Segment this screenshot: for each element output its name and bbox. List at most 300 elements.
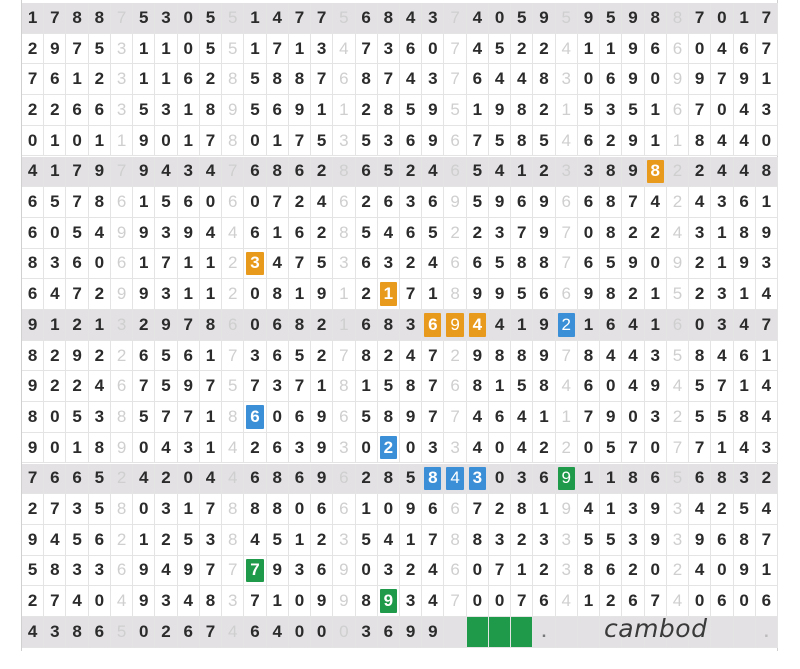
grid-cell: 3 (111, 310, 133, 341)
grid-cell: 4 (667, 586, 689, 617)
grid-cell: 1 (44, 310, 66, 341)
grid-cell: 5 (533, 126, 555, 157)
grid-cell: 3 (378, 126, 400, 157)
grid-cell: 7 (200, 617, 222, 648)
grid-cell: 4 (489, 310, 511, 341)
grid-cell: 3 (711, 187, 733, 218)
grid-cell: 9 (622, 157, 644, 188)
grid-cell: 4 (756, 494, 778, 525)
grid-cell: 6 (689, 464, 711, 495)
grid-cell: 2 (66, 371, 88, 402)
grid-cell: 1 (600, 464, 622, 495)
grid-cell: 7 (667, 433, 689, 464)
grid-cell: 6 (22, 279, 44, 310)
highlighted-digit: 9 (558, 467, 575, 491)
grid-cell: 4 (267, 3, 289, 34)
grid-cell: 6 (267, 95, 289, 126)
grid-cell: 3 (756, 95, 778, 126)
grid-cell: 3 (155, 279, 177, 310)
highlighted-digit: 2 (380, 436, 397, 460)
grid-cell: 0 (178, 3, 200, 34)
grid-cell: 6 (467, 64, 489, 95)
grid-cell: 1 (244, 34, 266, 65)
grid-cell: 8 (222, 525, 244, 556)
grid-cell: 7 (333, 341, 355, 372)
grid-cell: 0 (200, 187, 222, 218)
grid-cell: 5 (178, 525, 200, 556)
grid-cell: 8 (533, 249, 555, 280)
grid-cell (444, 310, 466, 341)
grid-cell: 6 (667, 310, 689, 341)
grid-cell: 5 (133, 3, 155, 34)
grid-cell: 7 (66, 279, 88, 310)
grid-cell: 3 (533, 525, 555, 556)
grid-cell: 6 (178, 617, 200, 648)
grid-cell: 4 (645, 187, 667, 218)
grid-cell: 1 (133, 64, 155, 95)
grid-cell: 6 (289, 157, 311, 188)
grid-cell: 3 (89, 402, 111, 433)
grid-cell: 8 (378, 402, 400, 433)
grid-cell: 0 (689, 586, 711, 617)
grid-cell: 8 (667, 3, 689, 34)
grid-cell: 7 (200, 371, 222, 402)
grid-cell: 6 (578, 126, 600, 157)
grid-cell: 2 (756, 464, 778, 495)
grid-cell: 6 (244, 617, 266, 648)
grid-cell: 0 (22, 126, 44, 157)
grid-cell: 8 (89, 187, 111, 218)
grid-cell: 4 (422, 586, 444, 617)
grid-cell: 9 (422, 617, 444, 648)
grid-cell: 1 (645, 310, 667, 341)
grid-cell: 2 (689, 249, 711, 280)
grid-cell: 7 (267, 187, 289, 218)
grid-cell: 8 (467, 525, 489, 556)
grid-cell: 4 (467, 402, 489, 433)
grid-cell: 0 (645, 64, 667, 95)
grid-cell: 5 (356, 126, 378, 157)
grid-cell: 6 (178, 64, 200, 95)
grid-cell: 1 (66, 64, 88, 95)
grid-cell: 4 (222, 218, 244, 249)
grid-cell: 3 (333, 525, 355, 556)
grid-cell: 0 (711, 95, 733, 126)
grid-cell: 0 (378, 494, 400, 525)
grid-cell: 4 (734, 95, 756, 126)
grid-cell: 9 (578, 3, 600, 34)
grid-cell: 2 (89, 279, 111, 310)
grid-cell: 0 (289, 494, 311, 525)
grid-cell: 2 (44, 95, 66, 126)
grid-cell: 0 (133, 433, 155, 464)
grid-cell: 3 (333, 126, 355, 157)
grid-cell: 4 (511, 402, 533, 433)
number-grid-board (22, 3, 778, 648)
grid-cell: 9 (22, 525, 44, 556)
grid-cell: 9 (645, 525, 667, 556)
grid-cell: 6 (356, 310, 378, 341)
grid-cell: 2 (155, 464, 177, 495)
grid-cell: 4 (200, 157, 222, 188)
highlighted-digit: 4 (469, 313, 486, 337)
grid-cell: 9 (22, 433, 44, 464)
grid-cell: 1 (333, 95, 355, 126)
grid-cell: 4 (511, 64, 533, 95)
grid-cell: 9 (133, 586, 155, 617)
grid-cell: 5 (155, 371, 177, 402)
grid-cell: 5 (222, 371, 244, 402)
grid-cell: 8 (333, 157, 355, 188)
grid-cell: 2 (533, 34, 555, 65)
grid-cell: 7 (178, 310, 200, 341)
grid-cell: 6 (600, 64, 622, 95)
grid-cell: 4 (467, 3, 489, 34)
grid-cell: 7 (689, 95, 711, 126)
grid-cell: 4 (622, 341, 644, 372)
grid-cell: 2 (356, 187, 378, 218)
grid-cell: 9 (533, 3, 555, 34)
grid-cell: 8 (222, 126, 244, 157)
grid-cell: 1 (200, 402, 222, 433)
grid-cell: 5 (378, 371, 400, 402)
grid-cell: 8 (378, 95, 400, 126)
grid-cell: 3 (44, 617, 66, 648)
grid-cell: 7 (356, 34, 378, 65)
grid-cell: 9 (533, 341, 555, 372)
grid-cell: 6 (600, 310, 622, 341)
grid-cell: 7 (556, 249, 578, 280)
grid-cell: 7 (622, 433, 644, 464)
grid-cell: 2 (356, 279, 378, 310)
grid-cell: 8 (66, 3, 88, 34)
grid-cell: 7 (756, 34, 778, 65)
highlighted-digit: 4 (446, 467, 463, 491)
grid-cell: 7 (289, 371, 311, 402)
grid-cell: 2 (400, 157, 422, 188)
grid-cell: 6 (511, 187, 533, 218)
grid-cell: 1 (756, 341, 778, 372)
grid-cell: 4 (734, 310, 756, 341)
grid-cell: 5 (511, 371, 533, 402)
grid-cell: 7 (155, 402, 177, 433)
grid-cell: 1 (533, 402, 555, 433)
grid-cell: 1 (667, 126, 689, 157)
grid-cell: 1 (200, 433, 222, 464)
grid-cell: 1 (600, 494, 622, 525)
grid-cell: 2 (22, 95, 44, 126)
grid-cell: 6 (267, 310, 289, 341)
grid-cell: 9 (22, 371, 44, 402)
grid-cell: 4 (333, 34, 355, 65)
grid-cell: 1 (44, 126, 66, 157)
grid-cell: 3 (600, 95, 622, 126)
grid-cell: 1 (356, 494, 378, 525)
grid-cell: 4 (378, 218, 400, 249)
grid-cell (378, 586, 400, 617)
grid-cell: 0 (467, 586, 489, 617)
grid-cell: 7 (444, 64, 466, 95)
grid-cell: 2 (200, 64, 222, 95)
grid-cell: 3 (178, 157, 200, 188)
grid-cell: 3 (66, 494, 88, 525)
grid-cell: 4 (222, 464, 244, 495)
grid-cell: 9 (111, 433, 133, 464)
grid-cell: 6 (333, 494, 355, 525)
grid-cell: 6 (734, 341, 756, 372)
grid-cell: 4 (600, 341, 622, 372)
grid-cell: 1 (711, 433, 733, 464)
grid-cell: 3 (556, 556, 578, 587)
grid-cell: 9 (22, 310, 44, 341)
grid-cell: 4 (689, 187, 711, 218)
grid-cell: 6 (622, 586, 644, 617)
grid-cell: 8 (222, 64, 244, 95)
grid-cell: 9 (333, 556, 355, 587)
grid-cell: 7 (622, 187, 644, 218)
grid-cell: 5 (556, 3, 578, 34)
grid-cell: 7 (44, 494, 66, 525)
grid-cell: 1 (645, 279, 667, 310)
grid-cell: 6 (578, 249, 600, 280)
grid-cell: 7 (756, 310, 778, 341)
grid-cell: 4 (44, 525, 66, 556)
grid-cell: 2 (111, 464, 133, 495)
grid-cell: 4 (178, 586, 200, 617)
grid-cell: 7 (133, 371, 155, 402)
grid-cell: 6 (533, 279, 555, 310)
grid-cell (378, 433, 400, 464)
grid-cell: 0 (244, 126, 266, 157)
grid-cell: 9 (311, 464, 333, 495)
grid-cell: 2 (356, 95, 378, 126)
grid-cell: 1 (289, 279, 311, 310)
grid-cell: 4 (378, 525, 400, 556)
grid-cell (467, 310, 489, 341)
grid-cell: 9 (622, 126, 644, 157)
grid-cell: 6 (244, 464, 266, 495)
grid-cell: 3 (378, 249, 400, 280)
grid-cell: 0 (356, 556, 378, 587)
grid-cell: 9 (533, 218, 555, 249)
grid-cell: 2 (222, 249, 244, 280)
grid-cell: 7 (467, 494, 489, 525)
grid-cell: 0 (467, 556, 489, 587)
grid-cell: 6 (66, 249, 88, 280)
grid-cell: 0 (756, 126, 778, 157)
grid-cell: 3 (400, 586, 422, 617)
grid-cell: 2 (667, 556, 689, 587)
grid-cell: 5 (133, 402, 155, 433)
grid-cell: 2 (222, 279, 244, 310)
grid-cell: 7 (756, 3, 778, 34)
grid-cell: 6 (311, 494, 333, 525)
grid-cell: 1 (267, 218, 289, 249)
grid-cell: 6 (734, 34, 756, 65)
grid-cell: 5 (244, 95, 266, 126)
grid-cell: 1 (133, 249, 155, 280)
grid-cell: 7 (44, 3, 66, 34)
grid-cell: 3 (267, 371, 289, 402)
grid-cell: 4 (400, 3, 422, 34)
grid-cell: 2 (356, 464, 378, 495)
grid-cell: 8 (200, 95, 222, 126)
grid-cell: 8 (711, 464, 733, 495)
grid-cell: 2 (311, 157, 333, 188)
grid-cell: 4 (422, 556, 444, 587)
grid-cell: 3 (155, 95, 177, 126)
grid-cell: 4 (267, 617, 289, 648)
grid-cell: 3 (111, 95, 133, 126)
grid-cell: 0 (600, 371, 622, 402)
grid-cell: 4 (689, 494, 711, 525)
grid-cell: 2 (155, 617, 177, 648)
grid-cell: 0 (578, 218, 600, 249)
grid-cell: 1 (756, 187, 778, 218)
grid-cell: 0 (89, 249, 111, 280)
grid-cell: 9 (467, 279, 489, 310)
tail-dot: . (756, 617, 778, 648)
grid-cell: 7 (66, 157, 88, 188)
grid-cell: 0 (489, 464, 511, 495)
grid-cell: 9 (622, 3, 644, 34)
grid-cell: 9 (645, 494, 667, 525)
grid-cell: 9 (311, 586, 333, 617)
grid-cell: 4 (667, 371, 689, 402)
grid-cell: 6 (89, 617, 111, 648)
cambod-watermark: cambod (604, 614, 708, 643)
grid-cell: 2 (311, 218, 333, 249)
grid-cell: 2 (645, 218, 667, 249)
grid-cell: 9 (533, 310, 555, 341)
grid-cell: 4 (556, 586, 578, 617)
grid-cell: 8 (111, 494, 133, 525)
grid-cell: 1 (533, 494, 555, 525)
grid-cell: 6 (422, 494, 444, 525)
grid-cell: 9 (734, 556, 756, 587)
grid-cell: 1 (467, 95, 489, 126)
grid-cell: 1 (578, 34, 600, 65)
grid-cell: 4 (155, 157, 177, 188)
grid-cell: 2 (622, 218, 644, 249)
grid-cell: 3 (378, 34, 400, 65)
grid-cell: 8 (511, 341, 533, 372)
grid-cell: 8 (333, 218, 355, 249)
grid-cell: 5 (133, 95, 155, 126)
grid-cell: 0 (734, 586, 756, 617)
grid-cell: 3 (422, 3, 444, 34)
grid-cell: 6 (22, 218, 44, 249)
grid-cell: 8 (689, 126, 711, 157)
grid-cell: 9 (133, 157, 155, 188)
grid-cell: 7 (378, 64, 400, 95)
grid-cell: 1 (756, 556, 778, 587)
grid-cell: 1 (578, 586, 600, 617)
grid-cell: 8 (600, 157, 622, 188)
grid-cell: 2 (66, 310, 88, 341)
grid-cell: 5 (667, 341, 689, 372)
grid-cell: 8 (66, 617, 88, 648)
grid-cell: 6 (711, 525, 733, 556)
grid-cell: 6 (267, 433, 289, 464)
grid-cell: 7 (422, 371, 444, 402)
grid-cell: 9 (133, 556, 155, 587)
grid-cell: 5 (267, 525, 289, 556)
grid-cell: 1 (244, 3, 266, 34)
grid-cell: 9 (333, 586, 355, 617)
grid-cell: 3 (556, 157, 578, 188)
grid-cell: 1 (289, 525, 311, 556)
grid-cell: 7 (200, 556, 222, 587)
grid-cell: 2 (622, 556, 644, 587)
grid-cell: 2 (622, 279, 644, 310)
grid-cell: 1 (645, 126, 667, 157)
grid-cell: 8 (511, 95, 533, 126)
grid-cell: 4 (111, 586, 133, 617)
grid-cell: 6 (400, 126, 422, 157)
grid-cell: 2 (89, 341, 111, 372)
grid-cell: 9 (444, 187, 466, 218)
grid-cell: 9 (133, 279, 155, 310)
grid-cell: 3 (756, 249, 778, 280)
pending-green-cell (489, 617, 511, 648)
grid-cell: 9 (467, 341, 489, 372)
grid-cell: 8 (467, 371, 489, 402)
grid-cell: 6 (578, 371, 600, 402)
grid-cell: 2 (444, 218, 466, 249)
grid-cell: 6 (400, 34, 422, 65)
grid-cell: 7 (556, 218, 578, 249)
grid-cell: 0 (133, 494, 155, 525)
grid-cell: 7 (400, 279, 422, 310)
grid-cell: 2 (111, 341, 133, 372)
grid-cell: 3 (44, 249, 66, 280)
grid-cell: 2 (44, 341, 66, 372)
grid-cell: 6 (289, 464, 311, 495)
grid-cell: 7 (689, 433, 711, 464)
grid-cell: 0 (333, 617, 355, 648)
grid-cell (422, 310, 444, 341)
grid-cell: 8 (734, 218, 756, 249)
grid-cell: 4 (22, 617, 44, 648)
grid-cell: 8 (222, 402, 244, 433)
grid-cell: 6 (356, 3, 378, 34)
grid-cell: 7 (111, 157, 133, 188)
grid-cell: 7 (556, 341, 578, 372)
grid-cell: 9 (622, 34, 644, 65)
grid-cell: 7 (44, 586, 66, 617)
grid-cell: 6 (378, 187, 400, 218)
grid-cell: 9 (622, 249, 644, 280)
grid-cell: 6 (311, 556, 333, 587)
grid-cell: 2 (533, 556, 555, 587)
grid-cell: 5 (222, 3, 244, 34)
grid-cell: 5 (66, 218, 88, 249)
grid-cell: 5 (155, 187, 177, 218)
grid-cell: 1 (267, 586, 289, 617)
grid-cell: 6 (600, 556, 622, 587)
grid-cell: 6 (178, 187, 200, 218)
grid-cell: 7 (111, 3, 133, 34)
grid-cell: 1 (511, 310, 533, 341)
grid-cell: 6 (44, 64, 66, 95)
grid-cell: 7 (444, 34, 466, 65)
grid-cell: 0 (578, 64, 600, 95)
grid-cell: 1 (89, 126, 111, 157)
grid-cell: 9 (556, 494, 578, 525)
grid-cell: 7 (422, 341, 444, 372)
grid-cell: 9 (400, 617, 422, 648)
